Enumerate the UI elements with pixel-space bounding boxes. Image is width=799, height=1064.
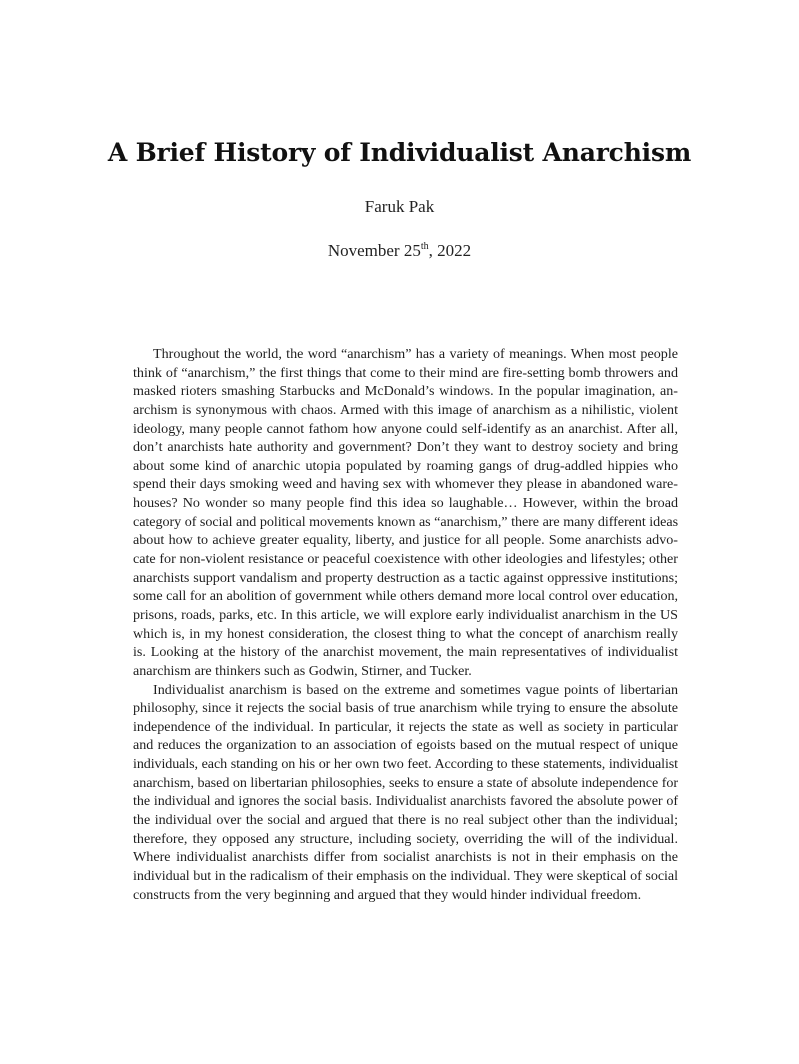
paragraph-line: the individual over the social and argued that there is no real subject other than the individual; [133, 812, 678, 829]
paragraph-line: Where individualist anarchists differ from socialist anarchists is not in their emphasis on the [133, 849, 678, 866]
paragraph-line: about how to achieve greater equality, liberty, and justice for all people. Some anarchists advo- [133, 532, 678, 549]
paragraph-line: Individualist anarchism is based on the extreme and sometimes vague points of libertarian [153, 681, 678, 698]
paragraph-line: individual but in the radicalism of their emphasis on the individual. They were skeptical of social [133, 867, 678, 884]
date-month-day: November 25 [327, 241, 421, 260]
date-ordinal-suffix: th [420, 241, 429, 252]
paragraph-line: spend their days smoking weed and having sex with whomever they please in abandoned ware- [133, 476, 678, 493]
paragraph-line: masked rioters smashing Starbucks and McDonald’s windows. In the popular imagination, an- [133, 383, 678, 400]
paragraph-line: Throughout the world, the word “anarchism” has a variety of meanings. When most people [153, 346, 678, 362]
paragraph-line: individuals, each standing on his or her own two feet. According to these statements, individualist [133, 756, 678, 773]
paragraph-line: some call for an abolition of government while others demand more local control over education, [133, 588, 678, 605]
paragraph-line: cate for non-violent resistance or peaceful coexistence with other ideologies and lifestyles; other [133, 551, 678, 568]
paragraph-line: and reduces the organization to an association of egoists based on the mutual respect of unique [133, 737, 678, 754]
paragraph-line: anarchists support vandalism and property destruction as a tactic against oppressive institutions; [133, 569, 678, 586]
document-author: Faruk Pak [364, 197, 435, 216]
date-year: , 2022 [428, 241, 472, 260]
paragraph-line: don’t anarchists hate authority and government? Don’t they want to destroy society and bring [133, 439, 678, 456]
paragraph-line: anarchism are thinkers such as Godwin, Stirner, and Tucker. [133, 662, 472, 679]
paragraph-2 [133, 681, 678, 905]
paragraph-line: philosophy, since it rejects the social basis of true anarchism while trying to ensure the absolute [133, 700, 678, 717]
paragraph-line: therefore, they opposed any structure, including society, overriding the will of the individual. [133, 830, 678, 847]
paragraph-line: prisons, roads, parks, etc. In this article, we will explore early individualist anarchism in the US [133, 606, 678, 623]
paragraph-line: think of “anarchism,” the first things that come to their mind are fire-setting bomb throwers and [133, 364, 678, 381]
paragraph-line: the individual and ignores the social basis. Individualist anarchists favored the absolute power of [133, 793, 678, 810]
paragraph-1 [133, 345, 678, 681]
paragraph-line: which is, in my honest consideration, the closest thing to what the concept of anarchism really [133, 625, 678, 642]
paragraph-line: houses? No wonder so many people find this idea so laughable… However, within the broad [133, 495, 678, 512]
paragraph-line: archism is synonymous with chaos. Armed with this image of anarchism as a nihilistic, violent [133, 401, 678, 418]
document-body [133, 345, 678, 904]
document-date [0, 241, 799, 261]
paragraph-line: about some kind of anarchic utopia populated by roaming gangs of drug-addled hippies who [133, 457, 678, 474]
paragraph-line: independence of the individual. In particular, it rejects the state as well as society in particular [133, 718, 678, 735]
paragraph-line: ideology, many people cannot fathom how anyone could self-identify as an anarchist. After all, [133, 420, 678, 437]
paragraph-line: constructs from the very beginning and argued that they would hinder individual freedom. [133, 886, 642, 903]
paragraph-line: anarchism, based on libertarian philosophies, seeks to ensure a state of absolute independence for [133, 774, 678, 791]
document-title: A Brief History of Individualist Anarchism [107, 138, 692, 167]
paragraph-line: category of social and political movements known as “anarchism,” there are many different ideas [133, 513, 678, 530]
paragraph-line: is. Looking at the history of the anarchist movement, the main representatives of individualist [133, 644, 678, 661]
